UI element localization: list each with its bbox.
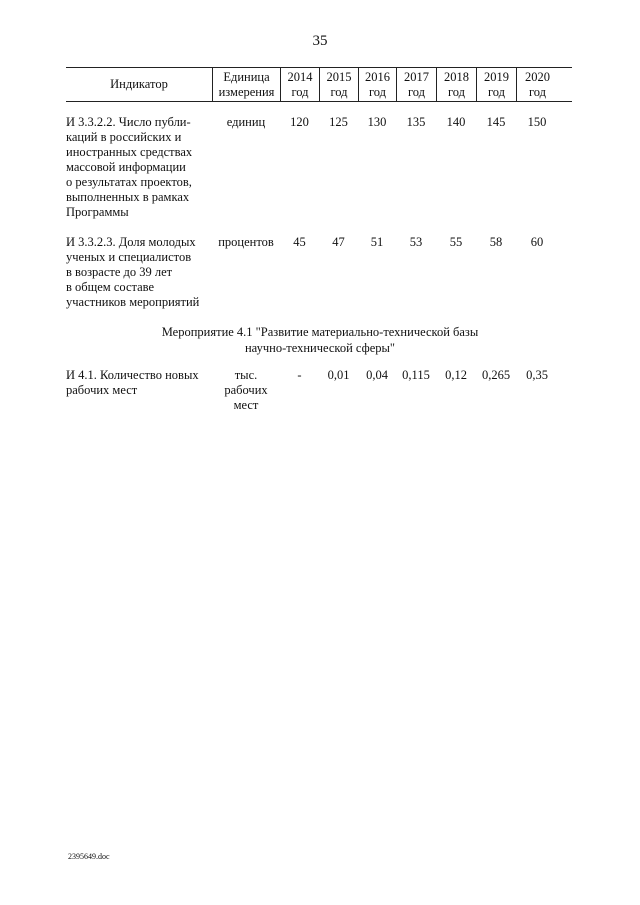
value-2016: 0,04	[366, 368, 388, 382]
value-2015: 125	[329, 115, 348, 129]
row-indicator	[66, 115, 212, 220]
indicator-line: в возрасте до 39 лет	[66, 265, 173, 279]
header-year-label: год	[407, 84, 426, 99]
header-indicator	[66, 68, 212, 101]
value-2015: 47	[332, 235, 345, 249]
header-indicator-label: Индикатор	[110, 77, 168, 91]
header-year: 2016	[365, 69, 390, 84]
header-year-label: год	[447, 84, 466, 99]
value-2020: 150	[527, 115, 547, 129]
header-year: 2017	[404, 69, 429, 84]
header-year-label: год	[368, 84, 387, 99]
indicator-line: И 3.3.2.2. Число публи-	[66, 115, 191, 129]
indicator-line: каций в российских и	[66, 130, 182, 144]
value-2018: 0,12	[445, 368, 467, 382]
header-year-2019	[476, 68, 516, 101]
indicator-line: выполненных в рамках	[66, 190, 190, 204]
section-title-line1: Мероприятие 4.1 "Развитие материально-технической базы	[161, 325, 479, 339]
table-header	[66, 67, 572, 102]
header-year-2018	[436, 68, 476, 101]
value-2014: -	[297, 368, 302, 382]
value-2020: 0,35	[526, 368, 548, 382]
value-2015: 0,01	[327, 368, 350, 382]
header-unit	[212, 68, 280, 101]
section-title-line2: научно-технической сферы"	[244, 341, 395, 355]
header-year-2020	[516, 68, 558, 101]
header-year-label: год	[291, 84, 309, 99]
header-year: 2019	[484, 69, 509, 84]
indicator-line: о результатах проектов,	[66, 175, 192, 189]
indicator-line: Программы	[66, 205, 129, 219]
indicator-line: массовой информации	[66, 160, 186, 174]
unit-line: рабочих	[224, 383, 268, 397]
value-2016: 130	[367, 115, 387, 129]
row-unit	[212, 235, 280, 250]
indicator-line: И 3.3.2.3. Доля молодых	[66, 235, 196, 249]
header-year: 2015	[326, 69, 352, 84]
row-unit	[212, 115, 280, 130]
value-2019: 0,265	[481, 368, 511, 382]
value-2017: 53	[409, 235, 423, 249]
page-number: 35	[312, 33, 328, 49]
indicator-line: в общем составе	[66, 280, 155, 294]
value-2018: 55	[449, 235, 463, 249]
header-year-label: год	[487, 84, 506, 99]
value-2019: 58	[489, 235, 503, 249]
header-year-label: год	[528, 84, 547, 99]
header-year: 2018	[444, 69, 469, 84]
row-indicator	[66, 368, 212, 398]
header-unit-line1: Единица	[223, 69, 270, 84]
header-year-2017	[396, 68, 436, 101]
value-2014: 45	[293, 235, 306, 249]
indicator-line: И 4.1. Количество новых	[66, 368, 199, 382]
indicator-line: иностранных средствах	[66, 145, 193, 159]
value-2019: 145	[486, 115, 506, 129]
value-2018: 140	[446, 115, 466, 129]
header-year-2015	[319, 68, 358, 101]
header-year-2014	[280, 68, 319, 101]
header-year: 2014	[287, 69, 313, 84]
indicator-line: ученых и специалистов	[66, 250, 192, 264]
value-2020: 60	[530, 235, 544, 249]
value-2017: 135	[406, 115, 426, 129]
unit-line: процентов	[218, 235, 274, 249]
unit-line: мест	[233, 398, 259, 412]
header-unit-line2: измерения	[218, 84, 275, 99]
header-year: 2020	[525, 69, 550, 84]
indicator-line: рабочих мест	[66, 383, 138, 397]
section-title	[0, 324, 640, 356]
value-2014: 120	[290, 115, 309, 129]
row-unit	[212, 368, 280, 413]
unit-line: тыс.	[234, 368, 258, 382]
header-year-label: год	[330, 84, 348, 99]
value-2016: 51	[370, 235, 384, 249]
unit-line: единиц	[226, 115, 266, 129]
indicator-table	[66, 67, 572, 309]
indicator-line: участников мероприятий	[66, 295, 200, 309]
footer-filename: 2395649.doc	[68, 852, 110, 861]
value-2017: 0,115	[402, 368, 430, 382]
header-year-2016	[358, 68, 396, 101]
row-indicator	[66, 235, 212, 310]
